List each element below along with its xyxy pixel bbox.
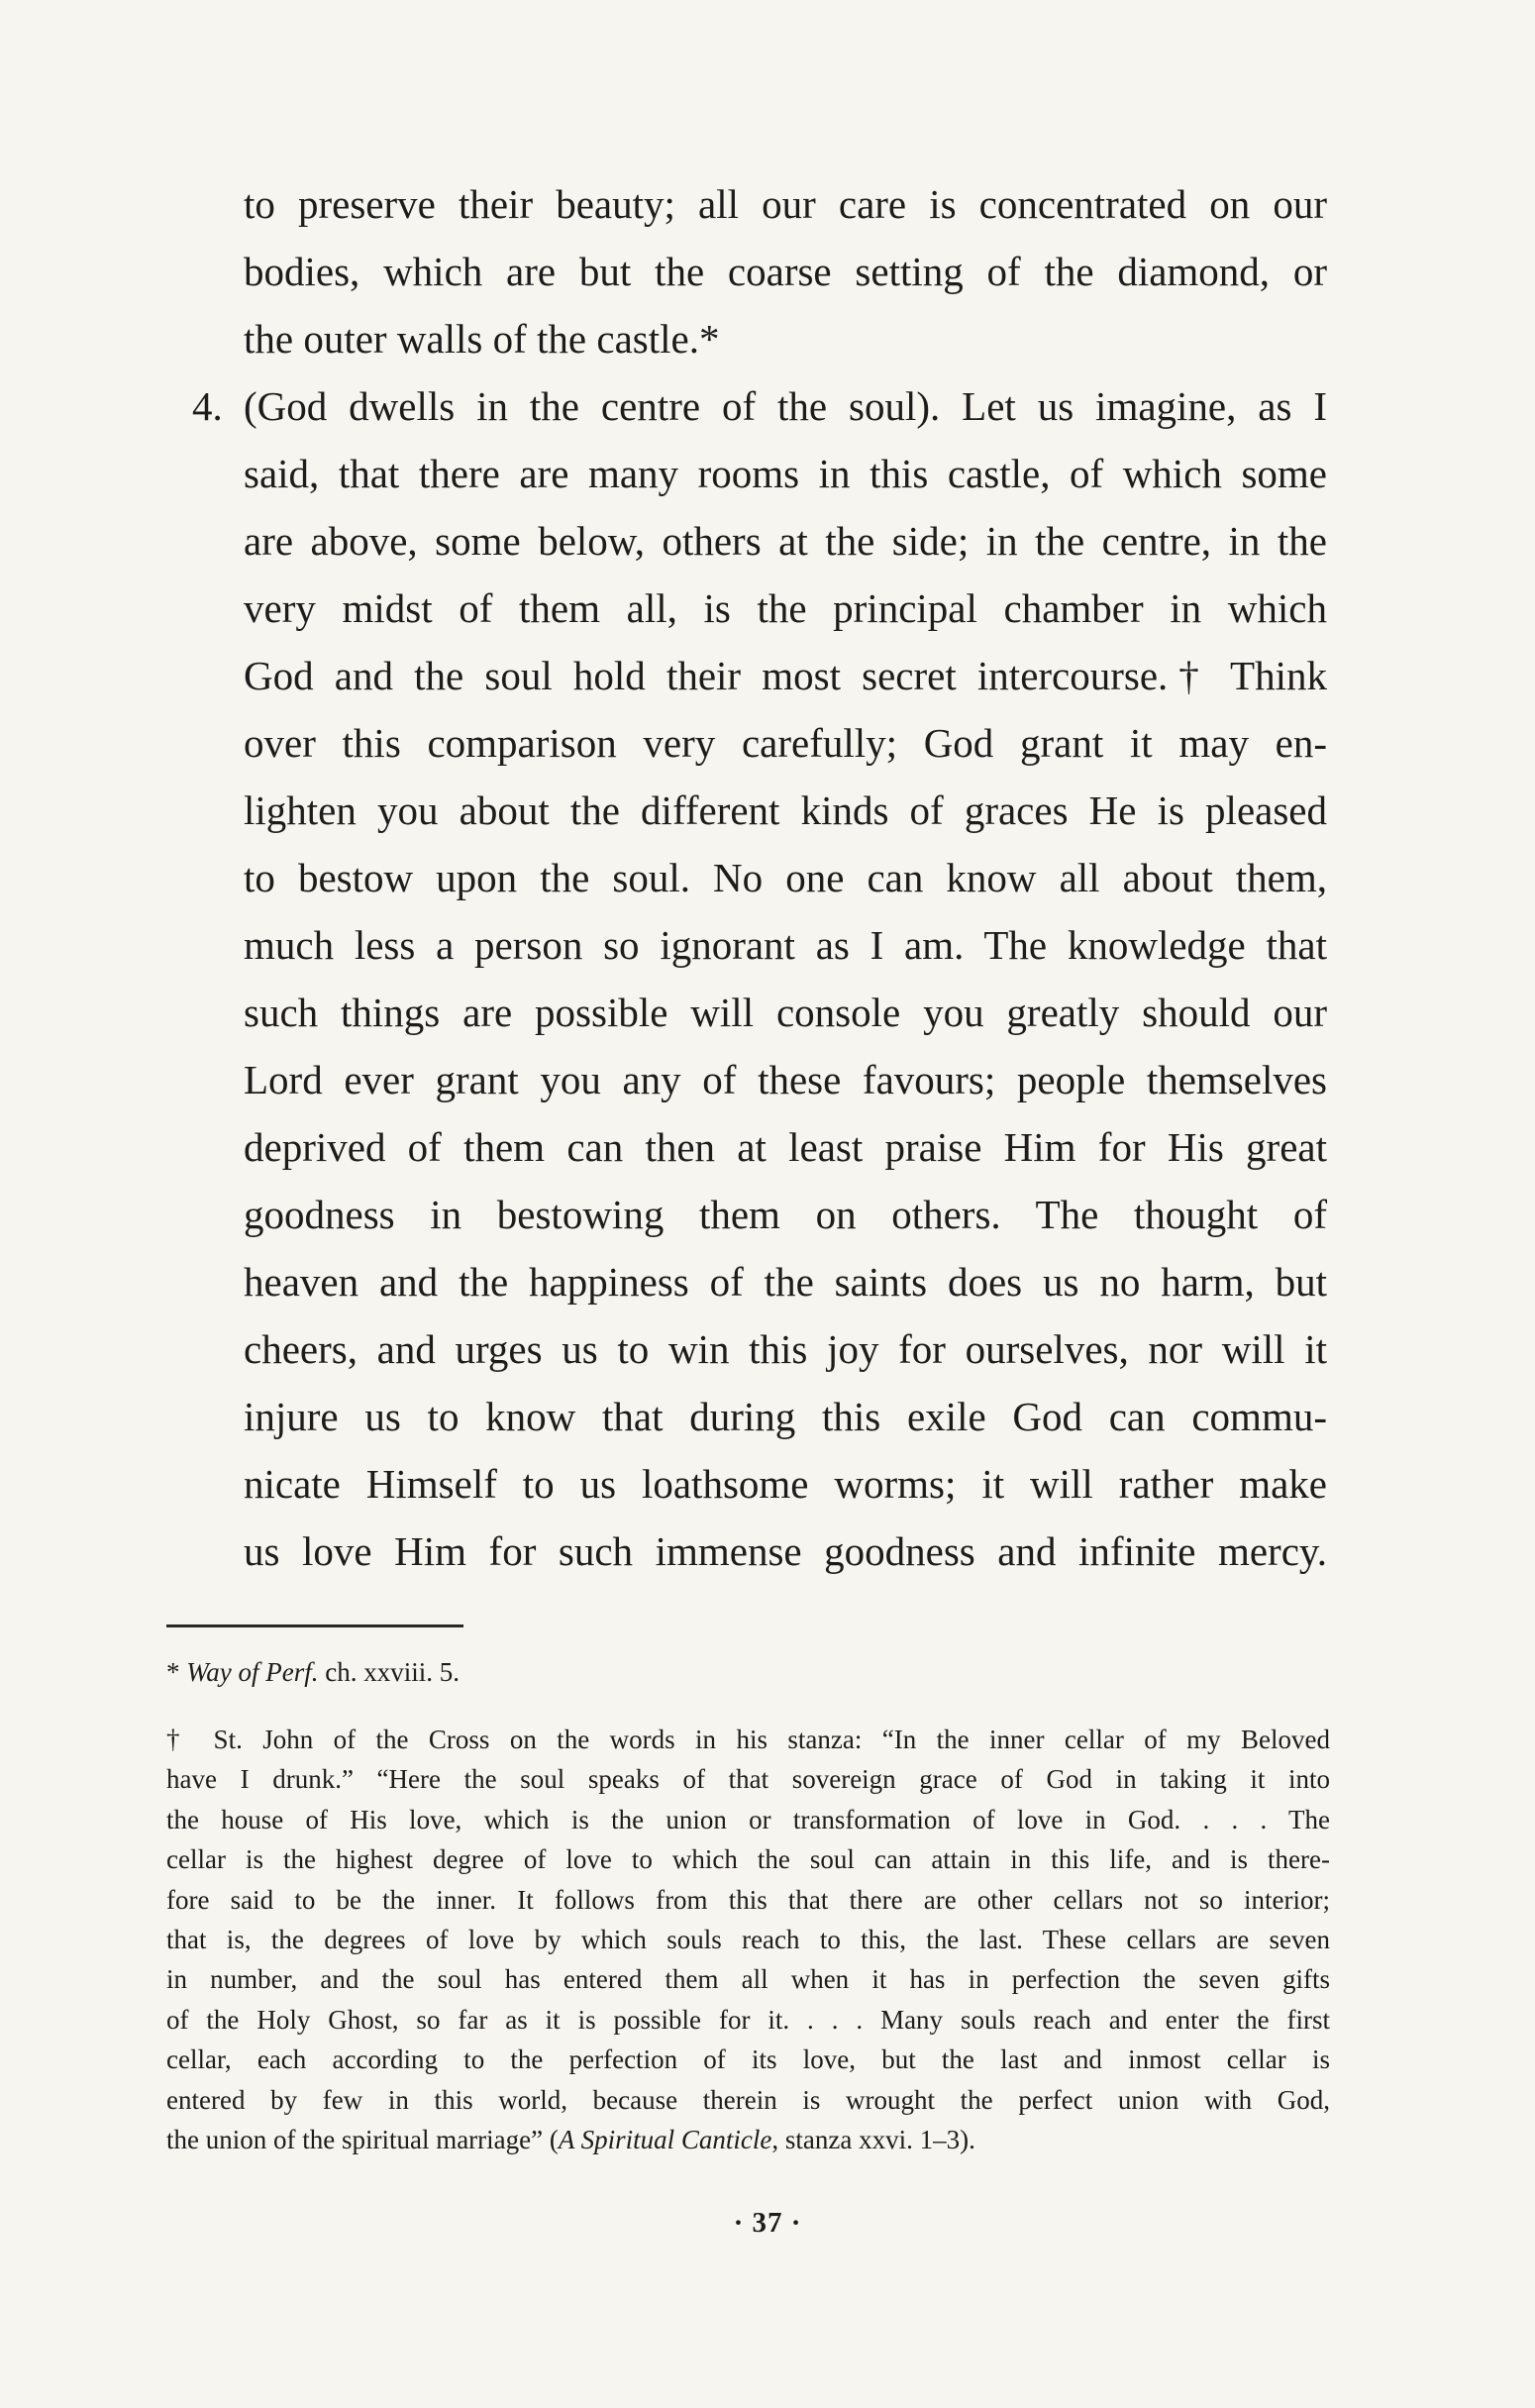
footnote-2 (166, 1720, 1330, 2159)
footnote-line: that is, the degrees of love by which souls reach to this, the last. These cellars are seven (166, 1924, 1330, 1954)
text-line: deprived of them can then at least praise Him for His great (244, 1124, 1327, 1170)
text-line: cheers, and urges us to win this joy for ourselves, nor will it (244, 1326, 1327, 1372)
text-line: goodness in bestowing them on others. The thought of (244, 1192, 1327, 1237)
paragraph-first-line (192, 372, 1327, 440)
text-line: bodies, which are but the coarse setting of the diamond, or (244, 249, 1327, 294)
footnote-line: cellar is the highest degree of love to which the soul can attain in this life, and is there- (166, 1844, 1330, 1875)
footnote-1 (166, 1652, 1330, 1692)
footnote-line: † St. John of the Cross on the words in his stanza: “In the inner cellar of my Beloved (166, 1725, 1330, 1754)
text-line: injure us to know that during this exile God can commu- (244, 1394, 1327, 1439)
footnote-mark: * (166, 1657, 180, 1687)
text-line: Lord ever grant you any of these favours; people themselves (244, 1057, 1327, 1102)
text-line: to preserve their beauty; all our care is concentrated on our (244, 181, 1327, 227)
footnote-line: entered by few in this world, because therein is wrought the perfect union with God, (166, 2084, 1330, 2115)
text-line: to bestow upon the soul. No one can know all about them, (244, 855, 1327, 900)
text-line: lighten you about the different kinds of graces He is pleased (244, 787, 1327, 833)
text-line: such things are possible will console you greatly should our (244, 990, 1327, 1035)
footnote-text: ch. xxviii. 5. (318, 1657, 460, 1687)
page-number: · 37 · (733, 2207, 802, 2239)
main-text (192, 170, 1327, 1585)
footnote-line: fore said to be the inner. It follows from this that there are other cellars not so interior; (166, 1884, 1330, 1915)
text-line: much less a person so ignorant as I am. The knowledge that (244, 922, 1327, 968)
text-line: us love Him for such immense goodness and infinite mercy. (244, 1528, 1327, 1574)
footnote-text: , stanza xxvi. 1–3). (771, 2124, 975, 2154)
footnote-line: cellar, each according to the perfection of its love, but the last and inmost cellar is (166, 2044, 1330, 2075)
footnote-line: in number, and the soul has entered them all when it has in perfection the seven gifts (166, 1964, 1330, 1995)
footnote-line: the house of His love, which is the union or transformation of love in God. . . . The (166, 1804, 1330, 1834)
paragraph-number: 4. (192, 383, 223, 429)
text-line: over this comparison very carefully; God grant it may en- (244, 720, 1327, 766)
text-line: very midst of them all, is the principal chamber in which (244, 585, 1327, 631)
footnote-last-line (166, 2120, 1330, 2159)
text-line: (God dwells in the centre of the soul). Let us imagine, as I (244, 383, 1327, 429)
footnote-rule (166, 1624, 463, 1627)
footnote-line: have I drunk.” “Here the soul speaks of that sovereign grace of God in taking it into (166, 1764, 1330, 1795)
text-line: heaven and the happiness of the saints does us no harm, but (244, 1259, 1327, 1305)
text-line: said, that there are many rooms in this castle, of which some (244, 451, 1327, 496)
footnote-text: the union of the spiritual marriage” ( (166, 2124, 559, 2154)
text-line: are above, some below, others at the side; in the centre, in the (244, 518, 1327, 564)
text-line: the outer walls of the castle.* (244, 316, 720, 362)
footnote-title: A Spiritual Canticle (558, 2124, 772, 2154)
footnote-line: of the Holy Ghost, so far as it is possible for it. . . . Many souls reach and enter the first (166, 2004, 1330, 2035)
text-line: nicate Himself to us loathsome worms; it will rather make (244, 1461, 1327, 1507)
text-line: God and the soul hold their most secret intercourse.† Think (244, 653, 1327, 698)
footnote-title: Way of Perf. (186, 1657, 319, 1687)
